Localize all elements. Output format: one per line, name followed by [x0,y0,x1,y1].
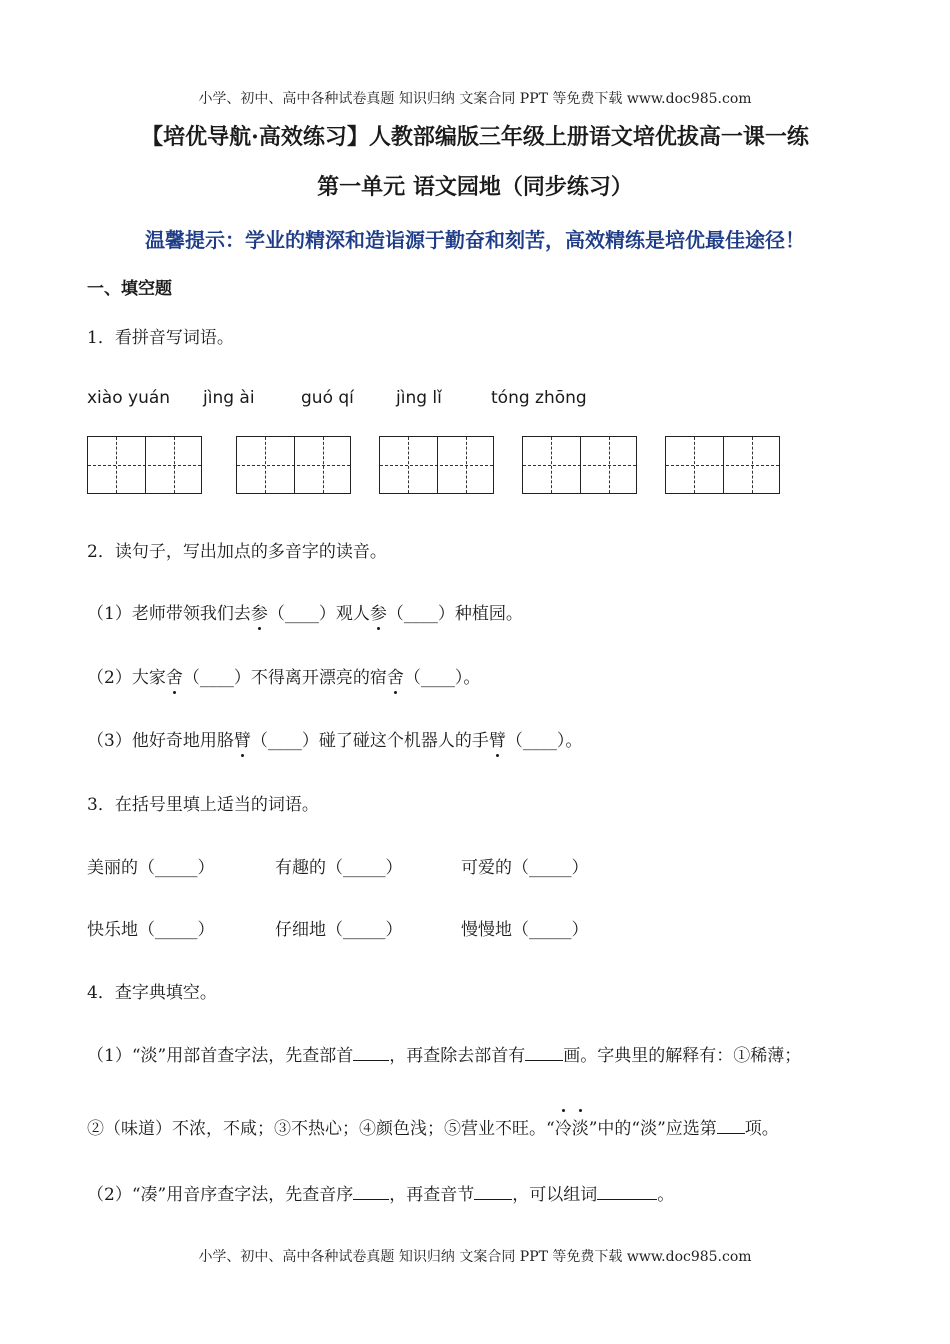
q4-l3-part-d: 。 [657,1185,675,1205]
q4-dotted-word-1: 冷 [555,1114,572,1139]
q3-item-5: 仔细地（_____） [275,920,403,940]
q2-s1-part-b: （____）观人 [267,604,370,624]
q3-item-6: 慢慢地（_____） [461,920,589,940]
pinyin-5: tóng zhōng [491,388,587,408]
pinyin-4: jìng lǐ [396,388,442,408]
tip-banner: 温馨提示：学业的精深和造诣源于勤奋和刻苦，高效精练是培优最佳途径！ [145,228,805,252]
q2-s1-dotted-char-1: 参 [251,599,268,624]
q4-l2-part-a: ②（味道）不浓，不咸；③不热心；④颜色浅；⑤营业不旺。“ [87,1119,555,1139]
question-2-prompt: 2．读句子，写出加点的多音字的读音。 [87,542,387,562]
blank-radical[interactable] [353,1046,389,1061]
q2-s2-part-b: （____）不得离开漂亮的宿 [182,668,387,688]
blank-initial-letter[interactable] [353,1185,389,1200]
q2-s2-dotted-char-1: 舍 [166,663,183,688]
q3-item-2: 有趣的（_____） [275,858,403,878]
q4-l3-part-c: ，可以组词 [512,1185,598,1205]
q4-line-3 [87,1180,674,1205]
question-3-prompt: 3．在括号里填上适当的词语。 [87,795,319,815]
q4-l1-part-b: ，再查除去部首有 [389,1046,526,1066]
q2-sentence-3 [87,726,582,751]
q4-l1-part-a: （1）“淡”用部首查字法，先查部首 [87,1046,354,1066]
q3-item-3: 可爱的（_____） [461,858,589,878]
q4-l3-part-a: （2）“凑”用音序查字法，先查音序 [87,1185,354,1205]
q2-s1-dotted-char-2: 参 [370,599,387,624]
writing-grid-4[interactable] [522,436,637,494]
pinyin-2: jìng ài [203,388,255,408]
q2-sentence-2 [87,663,480,688]
q4-l2-part-b: ”中的“淡”应选第 [588,1119,717,1139]
writing-grid-3[interactable] [379,436,494,494]
q2-s3-part-a: （3）他好奇地用胳 [87,731,234,751]
q2-s3-dotted-char-1: 臂 [234,726,251,751]
blank-definition-number[interactable] [717,1119,745,1134]
writing-grid-5[interactable] [665,436,780,494]
q2-s2-dotted-char-2: 舍 [387,663,404,688]
section-heading: 一、填空题 [87,279,172,299]
page-title: 【培优导航·高效练习】人教部编版三年级上册语文培优拔高一课一练 [141,124,809,150]
blank-word[interactable] [597,1185,657,1200]
q2-sentence-1 [87,599,523,624]
page-header: 小学、初中、高中各种试卷真题 知识归纳 文案合同 PPT 等免费下载 www.doc985.com [198,91,752,107]
blank-stroke-count[interactable] [525,1046,563,1061]
blank-syllable[interactable] [474,1185,512,1200]
pinyin-3: guó qí [301,388,354,408]
writing-grid-2[interactable] [236,436,351,494]
q4-line-1 [87,1041,801,1066]
q4-line-2 [87,1114,779,1139]
q3-item-4: 快乐地（_____） [87,920,215,940]
q2-s3-part-c: （____）。 [505,731,583,751]
pinyin-1: xiào yuán [87,388,171,408]
page-subtitle: 第一单元 语文园地（同步练习） [317,174,633,200]
q4-l3-part-b: ，再查音节 [389,1185,475,1205]
q2-s1-part-c: （____）种植园。 [386,604,523,624]
writing-grid-1[interactable] [87,436,202,494]
q2-s2-part-c: （____）。 [403,668,481,688]
q2-s2-part-a: （2）大家 [87,668,166,688]
q2-s1-part-a: （1）老师带领我们去 [87,604,251,624]
q4-l1-part-c: 画。字典里的解释有：①稀薄； [563,1046,802,1066]
page-footer: 小学、初中、高中各种试卷真题 知识归纳 文案合同 PPT 等免费下载 www.doc985.com [198,1249,752,1265]
q4-dotted-word-2: 淡 [572,1114,589,1139]
q2-s3-part-b: （____）碰了碰这个机器人的手 [250,731,489,751]
q2-s3-dotted-char-2: 臂 [489,726,506,751]
question-1-prompt: 1．看拼音写词语。 [87,328,234,348]
q4-l2-part-c: 项。 [744,1119,779,1139]
question-4-prompt: 4．查字典填空。 [87,983,217,1003]
q3-item-1: 美丽的（_____） [87,858,215,878]
